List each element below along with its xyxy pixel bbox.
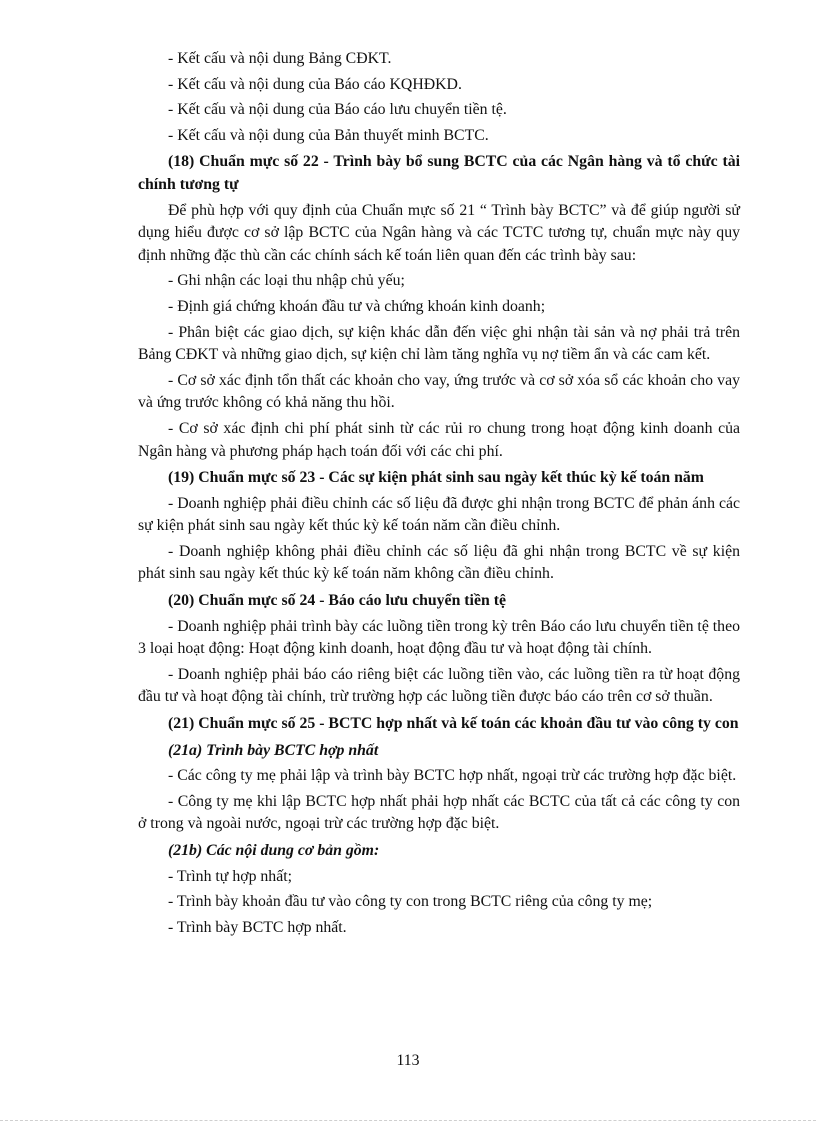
subheading-21b: (21b) Các nội dung cơ bản gồm: [168,842,380,859]
list-item: - Kết cấu và nội dung Bảng CĐKT. [168,50,392,67]
list-item: - Trình bày BCTC hợp nhất. [168,918,347,936]
document-body [138,48,740,942]
list-item: - Doanh nghiệp phải báo cáo riêng biệt các luồng tiền vào, các luồng tiền ra từ hoạt động đầu tư và hoạt động tài chính, trừ trường hợp các luồng tiền được báo cáo trên cơ sở thuần. [138,665,740,706]
list-item: - Kết cấu và nội dung của Báo cáo KQHĐKD. [168,75,462,93]
list-item: - Cơ sở xác định tổn thất các khoản cho vay, ứng trước và cơ sở xóa sổ các khoản cho vay và ứng trước không có khả năng thu hồi. [138,371,740,412]
list-item: - Cơ sở xác định chi phí phát sinh từ các rủi ro chung trong hoạt động kinh doanh của Ngân hàng và phương pháp hạch toán đối với các chi phí. [138,419,740,460]
list-item: - Phân biệt các giao dịch, sự kiện khác dẫn đến việc ghi nhận tài sản và nợ phải trả trên Bảng CĐKT và những giao dịch, sự kiện chỉ làm tăng nghĩa vụ nợ tiềm ẩn và các cam kết. [138,323,740,364]
list-item: - Kết cấu và nội dung của Báo cáo lưu chuyển tiền tệ. [168,101,507,119]
list-item: - Công ty mẹ khi lập BCTC hợp nhất phải hợp nhất các BCTC của tất cả các công ty con ở trong và ngoài nước, ngoại trừ các trường hợp đặc biệt. [138,792,740,833]
section-heading-21: (21) Chuẩn mực số 25 - BCTC hợp nhất và kế toán các khoản đầu tư vào công ty con [168,715,739,733]
list-item: - Doanh nghiệp phải trình bày các luồng tiền trong kỳ trên Báo cáo lưu chuyển tiền tệ theo 3 loại hoạt động: Hoạt động kinh doanh, hoạt động đầu tư và hoạt động tài chính. [138,617,740,658]
subheading-21a: (21a) Trình bày BCTC hợp nhất [168,741,379,759]
page-number: 113 [396,1052,420,1069]
list-item: - Doanh nghiệp phải điều chỉnh các số liệu đã được ghi nhận trong BCTC để phản ánh các sự kiện phát sinh sau ngày kết thúc kỳ kế toán năm cần điều chỉnh. [138,494,740,535]
list-item: - Kết cấu và nội dung của Bản thuyết minh BCTC. [168,126,489,144]
paragraph: Để phù hợp với quy định của Chuẩn mực số 21 “ Trình bày BCTC” và để giúp người sử dụng hiểu được cơ sở lập BCTC của Ngân hàng và các TCTC tương tự, chuẩn mực này quy định những đặc thù cần các chính sách kế toán liên quan đến các trình bày sau: [138,201,740,264]
list-item: - Trình tự hợp nhất; [168,867,292,885]
list-item: - Định giá chứng khoán đầu tư và chứng khoán kinh doanh; [168,297,546,315]
list-item: - Trình bày khoản đầu tư vào công ty con trong BCTC riêng của công ty mẹ; [168,893,653,911]
page-bottom-divider [0,1120,816,1121]
section-heading-19: (19) Chuẩn mực số 23 - Các sự kiện phát sinh sau ngày kết thúc kỳ kế toán năm [168,469,704,487]
list-item: - Các công ty mẹ phải lập và trình bày BCTC hợp nhất, ngoại trừ các trường hợp đặc biệt. [168,767,737,785]
section-heading-20: (20) Chuẩn mực số 24 - Báo cáo lưu chuyển tiền tệ [168,592,506,610]
section-heading-18: (18) Chuẩn mực số 22 - Trình bày bổ sung BCTC của các Ngân hàng và tổ chức tài chính tương tự [138,153,740,193]
list-item: - Ghi nhận các loại thu nhập chủ yếu; [168,272,405,290]
list-item: - Doanh nghiệp không phải điều chỉnh các số liệu đã ghi nhận trong BCTC về sự kiện phát sinh sau ngày kết thúc kỳ kế toán năm không cần điều chỉnh. [138,542,740,583]
